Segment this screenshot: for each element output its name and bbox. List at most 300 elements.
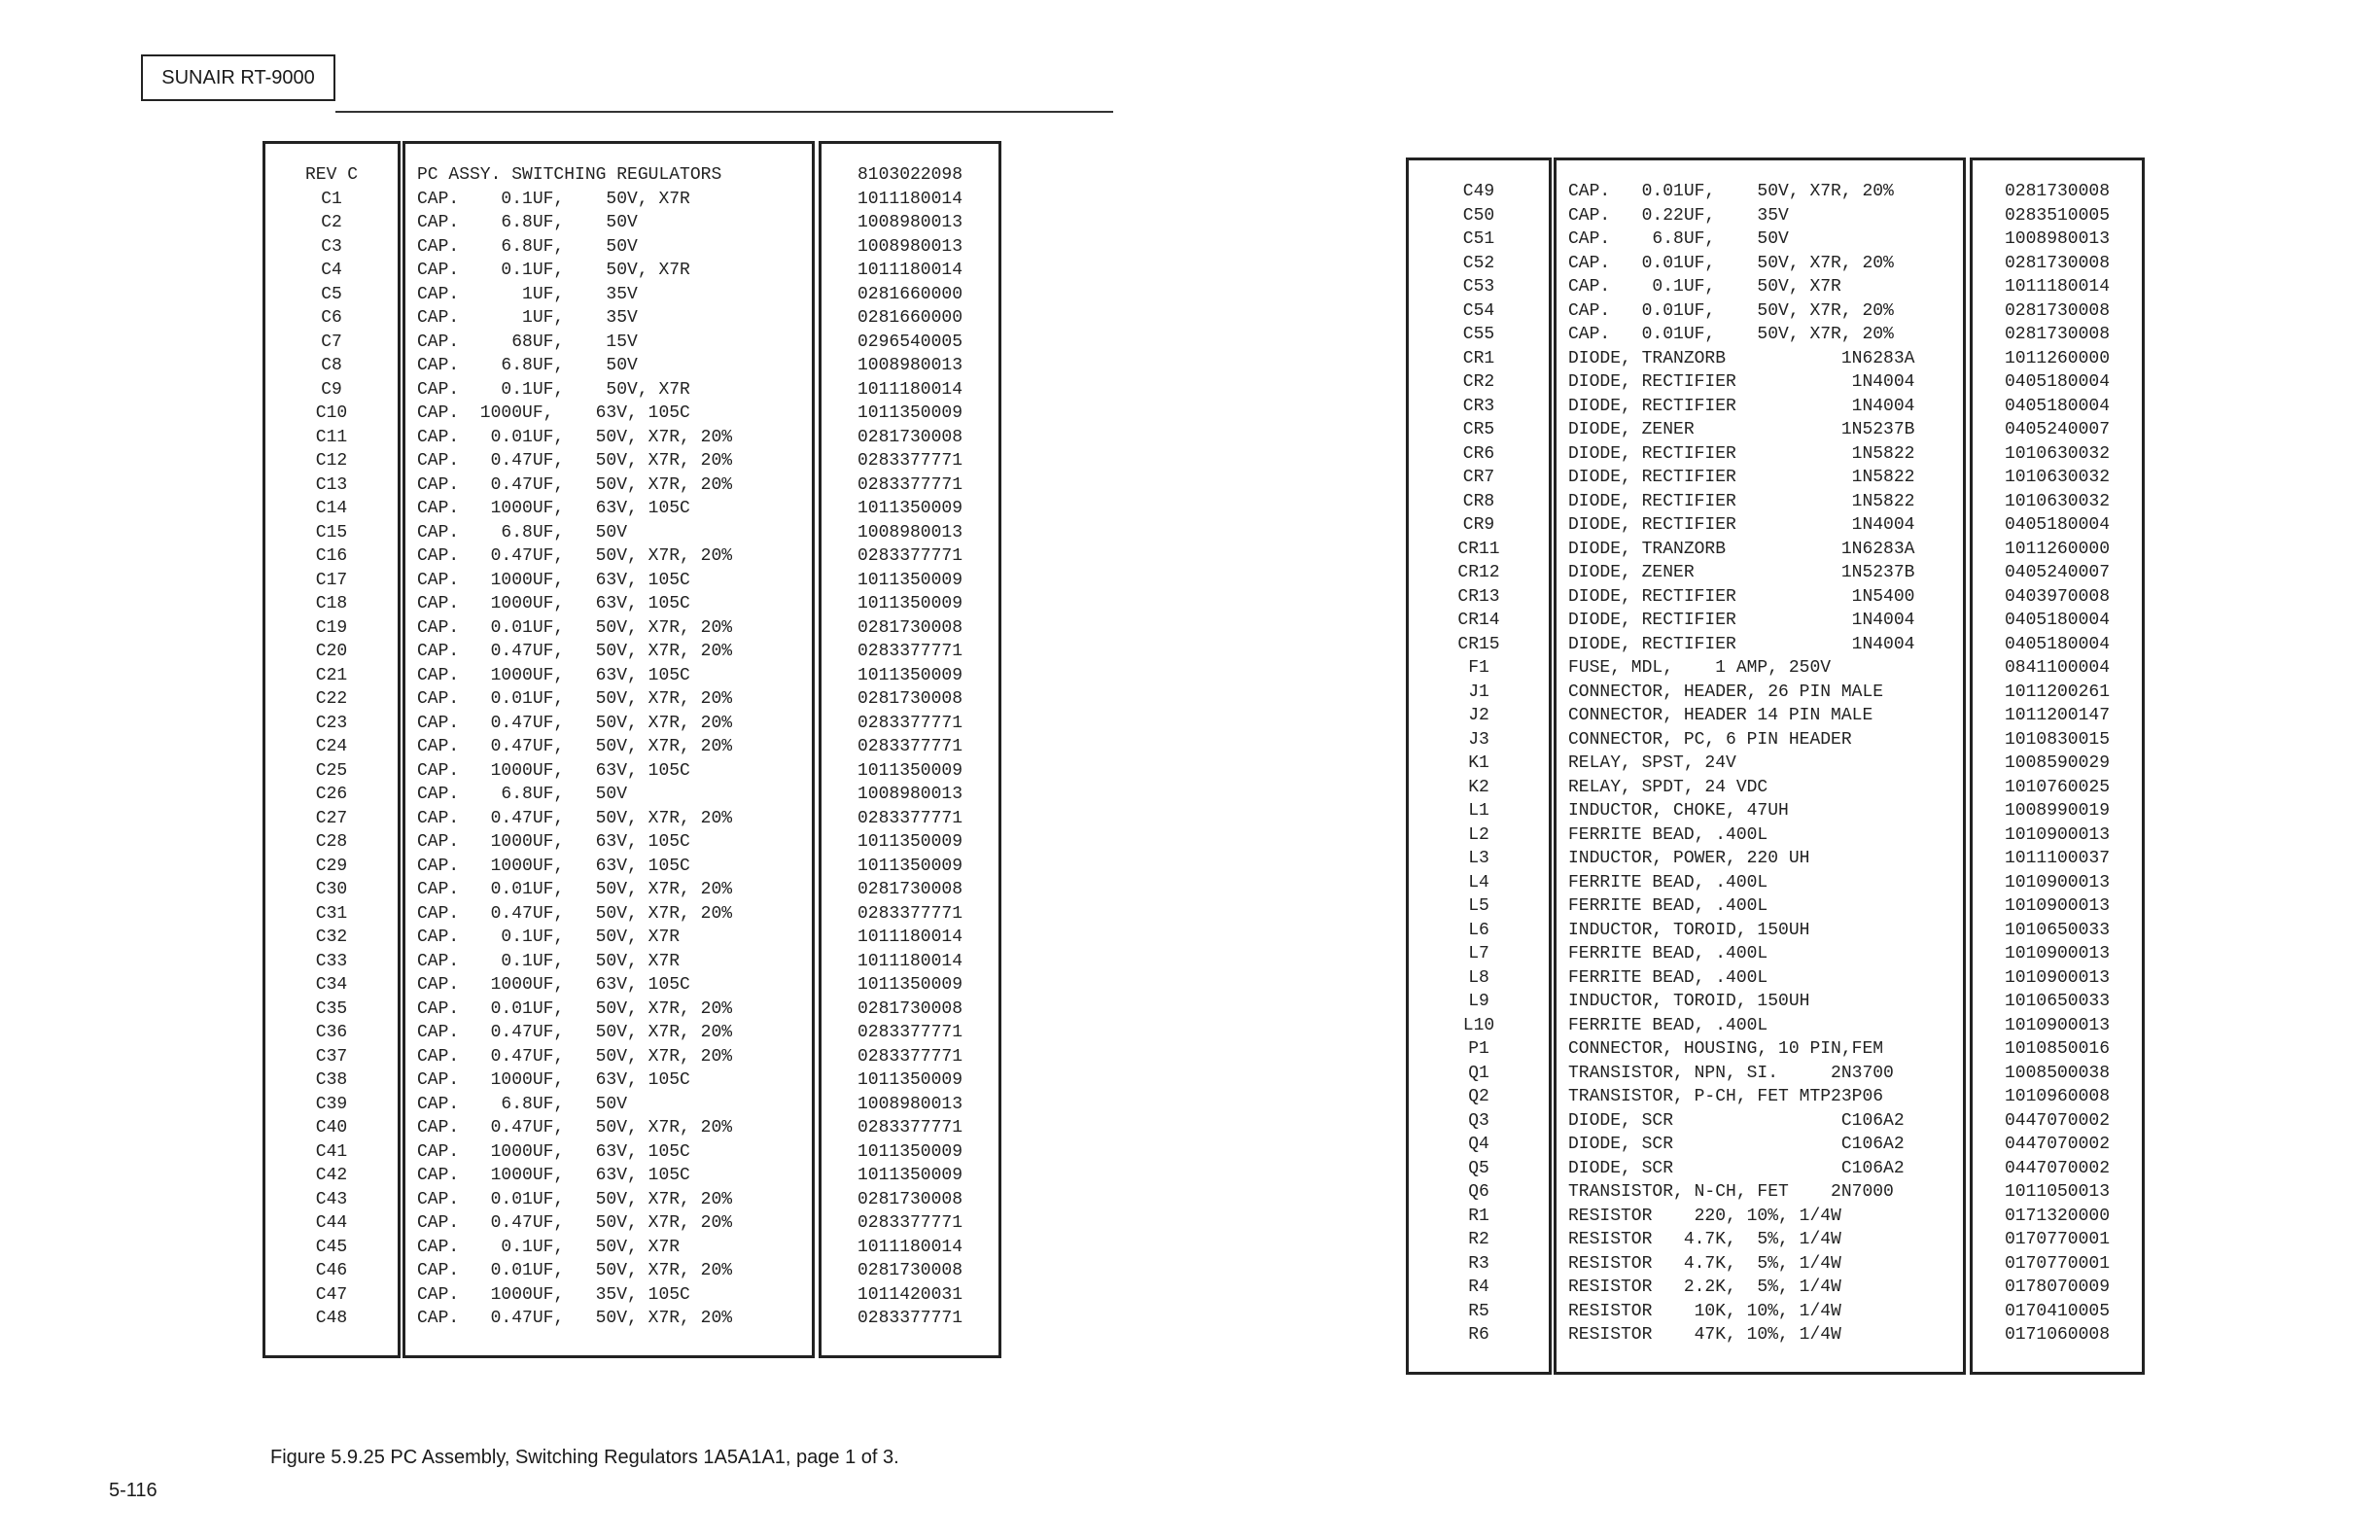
left-part-ref: C23 [315, 713, 348, 733]
left-part-pn: 0281730008 [857, 998, 963, 1019]
left-part-desc: CAP. 0.47UF, 50V, X7R, 20% [417, 808, 733, 828]
right-part-pn: 1010650033 [2004, 920, 2111, 940]
left-part-ref: C31 [315, 903, 348, 924]
left-part-pn: 0283377771 [857, 1023, 963, 1042]
right-part-desc: INDUCTOR, TOROID, 150UH [1568, 992, 1810, 1011]
right-parts-table [1406, 158, 2145, 1375]
left-part-desc: CAP. 0.1UF, 50V, X7R [417, 379, 690, 400]
left-part-ref: C22 [315, 689, 348, 709]
right-part-ref: K2 [1468, 777, 1489, 797]
left-part-ref: C42 [315, 1166, 348, 1185]
right-part-ref: C55 [1462, 325, 1495, 344]
right-part-desc: TRANSISTOR, P-CH, FET MTP23P06 [1568, 1087, 1884, 1106]
right-part-pn: 1010960008 [2004, 1087, 2111, 1106]
left-part-pn: 0296540005 [857, 332, 963, 352]
right-part-pn: 1011050013 [2004, 1182, 2111, 1202]
right-part-desc: DIODE, RECTIFIER 1N5822 [1568, 468, 1915, 487]
left-part-pn: 0283377771 [857, 903, 963, 924]
right-part-desc: RELAY, SPDT, 24 VDC [1568, 777, 1768, 797]
right-part-desc: RESISTOR 220, 10%, 1/4W [1568, 1206, 1841, 1226]
right-part-desc: RESISTOR 4.7K, 5%, 1/4W [1568, 1253, 1841, 1274]
left-part-pn: 0283377771 [857, 1046, 963, 1067]
header-title: SUNAIR RT-9000 [161, 66, 315, 88]
left-part-ref: C29 [315, 856, 348, 876]
left-desc-rows [405, 188, 812, 1331]
left-part-ref: C7 [321, 332, 342, 352]
left-part-ref: C20 [315, 642, 348, 661]
right-part-desc: DIODE, RECTIFIER 1N4004 [1568, 372, 1915, 392]
left-part-desc: CAP. 1000UF, 63V, 105C [417, 665, 690, 685]
right-part-desc: RESISTOR 10K, 10%, 1/4W [1568, 1301, 1841, 1321]
right-part-ref: Q2 [1468, 1087, 1489, 1106]
right-part-ref: CR14 [1457, 611, 1500, 630]
right-part-ref: CR3 [1462, 396, 1495, 416]
right-part-ref: L9 [1468, 992, 1489, 1011]
right-part-pn: 1010630032 [2004, 443, 2111, 464]
left-part-ref: C41 [315, 1141, 348, 1162]
right-part-desc: INDUCTOR, POWER, 220 UH [1568, 849, 1810, 868]
right-part-ref: Q4 [1468, 1135, 1489, 1154]
left-part-desc: CAP. 1000UF, 63V, 105C [417, 1141, 690, 1162]
left-part-pn: 1011350009 [857, 1070, 963, 1090]
left-part-pn: 1011350009 [857, 1166, 963, 1185]
right-part-pn: 1008990019 [2004, 801, 2111, 821]
left-part-ref: C26 [315, 785, 348, 804]
right-part-ref: Q3 [1468, 1110, 1489, 1131]
left-part-desc: CAP. 0.01UF, 50V, X7R, 20% [417, 427, 733, 447]
right-part-pn: 1011200147 [2004, 706, 2111, 725]
left-part-pn: 1011180014 [857, 379, 963, 400]
left-part-pn: 0281730008 [857, 617, 963, 638]
right-part-ref: Q1 [1468, 1063, 1489, 1083]
left-part-pn: 1008980013 [857, 522, 963, 542]
left-part-ref: C48 [315, 1309, 348, 1328]
assembly-title: PC ASSY. SWITCHING REGULATORS [417, 165, 722, 185]
right-part-ref: R6 [1468, 1325, 1489, 1345]
left-part-pn: 0283377771 [857, 1309, 963, 1328]
right-part-pn: 0281730008 [2004, 253, 2111, 273]
right-part-pn: 0170770001 [2004, 1230, 2111, 1249]
left-part-ref: C1 [321, 189, 342, 209]
right-part-pn: 1010900013 [2004, 896, 2111, 916]
left-parts-table [262, 141, 1001, 1358]
right-part-desc: CAP. 0.01UF, 50V, X7R, 20% [1568, 253, 1894, 273]
right-part-pn: 0447070002 [2004, 1158, 2111, 1178]
right-part-desc: DIODE, TRANZORB 1N6283A [1568, 348, 1915, 368]
left-part-desc: CAP. 0.1UF, 50V, X7R [417, 261, 690, 280]
left-part-desc: CAP. 1000UF, 63V, 105C [417, 594, 690, 613]
left-part-desc: CAP. 1000UF, 63V, 105C [417, 975, 690, 995]
right-part-pn: 0405180004 [2004, 515, 2111, 535]
right-part-ref: L10 [1462, 1015, 1495, 1035]
left-part-ref: C35 [315, 998, 348, 1019]
right-part-ref: CR5 [1462, 420, 1495, 439]
right-part-ref: C49 [1462, 182, 1495, 201]
right-part-pn: 1010760025 [2004, 777, 2111, 797]
left-part-ref: C4 [321, 261, 342, 280]
right-part-ref: L5 [1468, 896, 1489, 916]
left-part-pn: 1011350009 [857, 403, 963, 423]
left-part-ref: C15 [315, 522, 348, 542]
left-part-pn: 1011350009 [857, 856, 963, 876]
left-part-ref: C13 [315, 474, 348, 495]
left-part-ref: C34 [315, 975, 348, 995]
left-part-ref: C38 [315, 1070, 348, 1090]
right-part-desc: CONNECTOR, HOUSING, 10 PIN,FEM [1568, 1039, 1884, 1059]
left-part-ref: C46 [315, 1261, 348, 1280]
left-part-desc: CAP. 68UF, 15V [417, 332, 638, 352]
left-part-desc: CAP. 1000UF, 35V, 105C [417, 1284, 690, 1305]
right-part-ref: R3 [1468, 1253, 1489, 1274]
assembly-part-number: 8103022098 [857, 165, 963, 185]
header-rule [335, 111, 1113, 113]
right-part-ref: C53 [1462, 277, 1495, 297]
left-part-pn: 1011180014 [857, 189, 963, 209]
right-part-pn: 0171320000 [2004, 1206, 2111, 1226]
right-part-pn: 0447070002 [2004, 1135, 2111, 1154]
right-part-ref: CR2 [1462, 372, 1495, 392]
left-part-ref: C16 [315, 546, 348, 566]
right-part-desc: CAP. 0.22UF, 35V [1568, 205, 1789, 226]
left-part-desc: CAP. 1000UF, 63V, 105C [417, 760, 690, 781]
left-part-desc: CAP. 1000UF, 63V, 105C [417, 1070, 690, 1090]
right-part-pn: 1011260000 [2004, 348, 2111, 368]
left-pn-rows [822, 188, 998, 1331]
left-part-ref: C30 [315, 880, 348, 899]
left-part-ref: C3 [321, 236, 342, 257]
right-desc-column [1554, 158, 1966, 1375]
right-part-ref: L2 [1468, 824, 1489, 845]
left-part-pn: 1011420031 [857, 1284, 963, 1305]
right-part-desc: FERRITE BEAD, .400L [1568, 872, 1768, 892]
left-part-ref: C44 [315, 1213, 348, 1233]
right-part-desc: INDUCTOR, CHOKE, 47UH [1568, 801, 1789, 821]
right-part-pn: 0170410005 [2004, 1301, 2111, 1321]
left-part-pn: 1008980013 [857, 785, 963, 804]
right-ref-rows [1409, 180, 1549, 1348]
left-part-pn: 1011180014 [857, 261, 963, 280]
left-part-desc: CAP. 6.8UF, 50V [417, 522, 628, 542]
left-part-pn: 0283377771 [857, 1213, 963, 1233]
right-part-pn: 1010900013 [2004, 872, 2111, 892]
right-part-desc: FERRITE BEAD, .400L [1568, 1015, 1768, 1035]
right-part-ref: C52 [1462, 253, 1495, 273]
left-part-pn: 0281730008 [857, 880, 963, 899]
right-part-pn: 0405180004 [2004, 611, 2111, 630]
right-part-pn: 1011100037 [2004, 849, 2111, 868]
left-part-pn: 1011180014 [857, 1237, 963, 1257]
right-part-ref: R2 [1468, 1230, 1489, 1249]
left-part-desc: CAP. 0.47UF, 50V, X7R, 20% [417, 642, 733, 661]
left-part-desc: CAP. 0.01UF, 50V, X7R, 20% [417, 689, 733, 709]
right-part-desc: CAP. 6.8UF, 50V [1568, 229, 1789, 249]
left-part-ref: C8 [321, 356, 342, 375]
rev-label: REV C [304, 165, 358, 185]
left-part-desc: CAP. 6.8UF, 50V [417, 213, 638, 232]
left-part-ref: C6 [321, 308, 342, 328]
left-part-desc: CAP. 0.1UF, 50V, X7R [417, 1237, 681, 1257]
left-part-ref: C40 [315, 1118, 348, 1138]
right-part-ref: CR7 [1462, 468, 1495, 487]
right-part-ref: L3 [1468, 849, 1489, 868]
right-part-ref: CR12 [1457, 563, 1500, 582]
right-part-desc: FERRITE BEAD, .400L [1568, 944, 1768, 963]
left-part-pn: 0283377771 [857, 737, 963, 756]
right-pn-column [1970, 158, 2145, 1375]
left-part-desc: CAP. 0.1UF, 50V, X7R [417, 928, 681, 947]
right-part-desc: DIODE, SCR C106A2 [1568, 1135, 1905, 1154]
right-part-desc: RESISTOR 47K, 10%, 1/4W [1568, 1325, 1841, 1345]
right-part-ref: R1 [1468, 1206, 1489, 1226]
right-part-desc: DIODE, RECTIFIER 1N5400 [1568, 586, 1915, 607]
right-part-pn: 0281730008 [2004, 300, 2111, 321]
left-part-desc: CAP. 0.47UF, 50V, X7R, 20% [417, 451, 733, 471]
right-part-pn: 0178070009 [2004, 1278, 2111, 1297]
right-part-pn: 1010900013 [2004, 824, 2111, 845]
right-part-pn: 0447070002 [2004, 1110, 2111, 1131]
right-part-pn: 1011260000 [2004, 539, 2111, 559]
right-part-desc: DIODE, TRANZORB 1N6283A [1568, 539, 1915, 559]
left-part-pn: 1008980013 [857, 1094, 963, 1114]
right-part-ref: CR15 [1457, 634, 1500, 654]
left-ref-column [262, 141, 401, 1358]
right-part-ref: R5 [1468, 1301, 1489, 1321]
left-part-desc: CAP. 1000UF, 63V, 105C [417, 499, 690, 518]
left-part-desc: CAP. 0.47UF, 50V, X7R, 20% [417, 1309, 733, 1328]
right-part-ref: CR6 [1462, 443, 1495, 464]
left-part-desc: CAP. 1UF, 35V [417, 284, 638, 304]
right-part-ref: J1 [1468, 682, 1489, 702]
left-part-desc: CAP. 1000UF, 63V, 105C [417, 1166, 690, 1185]
right-part-desc: CAP. 0.1UF, 50V, X7R [1568, 277, 1841, 297]
right-part-ref: CR9 [1462, 515, 1495, 535]
left-part-ref: C9 [321, 379, 342, 400]
left-part-pn: 1011350009 [857, 499, 963, 518]
right-part-pn: 1010630032 [2004, 468, 2111, 487]
right-part-desc: DIODE, ZENER 1N5237B [1568, 420, 1915, 439]
right-part-pn: 1008590029 [2004, 753, 2111, 773]
right-part-desc: CONNECTOR, HEADER 14 PIN MALE [1568, 706, 1873, 725]
right-part-desc: DIODE, RECTIFIER 1N4004 [1568, 634, 1915, 654]
left-part-pn: 1008980013 [857, 213, 963, 232]
right-part-desc: CAP. 0.01UF, 50V, X7R, 20% [1568, 182, 1894, 201]
left-part-desc: CAP. 0.47UF, 50V, X7R, 20% [417, 1118, 733, 1138]
right-part-pn: 0405180004 [2004, 396, 2111, 416]
figure-caption: Figure 5.9.25 PC Assembly, Switching Regulators 1A5A1A1, page 1 of 3. [270, 1447, 899, 1468]
left-part-desc: CAP. 0.47UF, 50V, X7R, 20% [417, 474, 733, 495]
left-part-desc: CAP. 0.1UF, 50V, X7R [417, 189, 690, 209]
left-part-ref: C39 [315, 1094, 348, 1114]
left-part-ref: C24 [315, 737, 348, 756]
right-desc-rows [1557, 180, 1963, 1348]
left-part-pn: 0283377771 [857, 451, 963, 471]
left-part-pn: 1008980013 [857, 236, 963, 257]
left-part-ref: C47 [315, 1284, 348, 1305]
right-part-desc: INDUCTOR, TOROID, 150UH [1568, 920, 1810, 940]
right-part-desc: RESISTOR 4.7K, 5%, 1/4W [1568, 1230, 1841, 1249]
left-part-desc: CAP. 1000UF, 63V, 105C [417, 403, 690, 423]
left-part-desc: CAP. 0.47UF, 50V, X7R, 20% [417, 1046, 733, 1067]
right-part-desc: CONNECTOR, PC, 6 PIN HEADER [1568, 729, 1852, 750]
left-part-pn: 1011350009 [857, 760, 963, 781]
right-part-pn: 0841100004 [2004, 658, 2111, 678]
left-part-desc: CAP. 0.01UF, 50V, X7R, 20% [417, 998, 733, 1019]
left-part-pn: 0283377771 [857, 713, 963, 733]
right-ref-column [1406, 158, 1552, 1375]
left-part-desc: CAP. 0.47UF, 50V, X7R, 20% [417, 713, 733, 733]
right-part-pn: 1011200261 [2004, 682, 2111, 702]
right-part-ref: C54 [1462, 300, 1495, 321]
right-part-ref: CR1 [1462, 348, 1495, 368]
right-part-pn: 0170770001 [2004, 1253, 2111, 1274]
left-part-pn: 1011350009 [857, 1141, 963, 1162]
left-part-desc: CAP. 0.47UF, 50V, X7R, 20% [417, 546, 733, 566]
right-part-pn: 1010630032 [2004, 491, 2111, 511]
left-pn-column [819, 141, 1001, 1358]
right-part-ref: R4 [1468, 1278, 1489, 1297]
left-part-pn: 1011350009 [857, 594, 963, 613]
right-part-pn: 0281730008 [2004, 325, 2111, 344]
left-part-ref: C32 [315, 928, 348, 947]
right-part-pn: 1010900013 [2004, 1015, 2111, 1035]
left-desc-column [402, 141, 815, 1358]
left-part-desc: CAP. 6.8UF, 50V [417, 236, 638, 257]
left-part-pn: 0281660000 [857, 284, 963, 304]
left-part-ref: C14 [315, 499, 348, 518]
right-part-ref: J2 [1468, 706, 1489, 725]
right-part-desc: DIODE, RECTIFIER 1N4004 [1568, 396, 1915, 416]
right-part-desc: DIODE, RECTIFIER 1N4004 [1568, 515, 1915, 535]
right-part-pn: 1008980013 [2004, 229, 2111, 249]
right-part-ref: K1 [1468, 753, 1489, 773]
right-part-desc: DIODE, RECTIFIER 1N5822 [1568, 443, 1915, 464]
right-part-ref: Q6 [1468, 1182, 1489, 1202]
page-number: 5-116 [109, 1480, 158, 1501]
left-part-desc: CAP. 0.47UF, 50V, X7R, 20% [417, 1213, 733, 1233]
right-part-desc: DIODE, SCR C106A2 [1568, 1110, 1905, 1131]
right-part-desc: FERRITE BEAD, .400L [1568, 896, 1768, 916]
left-part-ref: C28 [315, 832, 348, 852]
left-part-pn: 1011350009 [857, 975, 963, 995]
right-part-ref: F1 [1468, 658, 1489, 678]
left-part-ref: C43 [315, 1189, 348, 1209]
right-part-pn: 1010900013 [2004, 967, 2111, 988]
left-part-pn: 0281730008 [857, 1189, 963, 1209]
right-part-ref: C50 [1462, 205, 1495, 226]
left-part-desc: CAP. 0.1UF, 50V, X7R [417, 951, 681, 971]
right-part-desc: FERRITE BEAD, .400L [1568, 967, 1768, 988]
left-part-desc: CAP. 1000UF, 63V, 105C [417, 856, 690, 876]
right-part-ref: CR8 [1462, 491, 1495, 511]
right-part-desc: CAP. 0.01UF, 50V, X7R, 20% [1568, 325, 1894, 344]
right-part-desc: RELAY, SPST, 24V [1568, 753, 1736, 773]
left-part-pn: 1008980013 [857, 356, 963, 375]
right-part-ref: L4 [1468, 872, 1489, 892]
right-part-pn: 0171060008 [2004, 1325, 2111, 1345]
right-pn-rows [1973, 180, 2142, 1348]
left-part-desc: CAP. 0.01UF, 50V, X7R, 20% [417, 1189, 733, 1209]
left-part-ref: C36 [315, 1023, 348, 1042]
right-part-pn: 0283510005 [2004, 205, 2111, 226]
right-part-desc: FUSE, MDL, 1 AMP, 250V [1568, 658, 1832, 678]
left-part-ref: C11 [315, 427, 348, 447]
right-part-ref: L7 [1468, 944, 1489, 963]
left-part-pn: 0283377771 [857, 546, 963, 566]
left-part-pn: 1011350009 [857, 665, 963, 685]
left-ref-rows [265, 188, 398, 1331]
left-part-ref: C25 [315, 760, 348, 781]
left-part-ref: C33 [315, 951, 348, 971]
right-part-pn: 1010900013 [2004, 944, 2111, 963]
right-part-pn: 1011180014 [2004, 277, 2111, 297]
left-part-ref: C12 [315, 451, 348, 471]
right-part-pn: 1010650033 [2004, 992, 2111, 1011]
left-part-ref: C27 [315, 808, 348, 828]
right-part-desc: FERRITE BEAD, .400L [1568, 824, 1768, 845]
left-part-ref: C17 [315, 570, 348, 590]
document-header [141, 54, 335, 101]
left-part-ref: C10 [315, 403, 348, 423]
right-part-ref: L6 [1468, 920, 1489, 940]
right-part-ref: L1 [1468, 801, 1489, 821]
right-part-desc: TRANSISTOR, N-CH, FET 2N7000 [1568, 1182, 1894, 1202]
left-part-desc: CAP. 0.47UF, 50V, X7R, 20% [417, 1023, 733, 1042]
left-part-pn: 1011180014 [857, 928, 963, 947]
right-part-ref: Q5 [1468, 1158, 1489, 1178]
left-part-desc: CAP. 1000UF, 63V, 105C [417, 570, 690, 590]
left-part-pn: 0283377771 [857, 474, 963, 495]
left-part-pn: 0281730008 [857, 689, 963, 709]
left-part-ref: C18 [315, 594, 348, 613]
left-part-ref: C37 [315, 1046, 348, 1067]
right-part-desc: CONNECTOR, HEADER, 26 PIN MALE [1568, 682, 1884, 702]
right-part-pn: 0403970008 [2004, 586, 2111, 607]
right-part-pn: 0405180004 [2004, 634, 2111, 654]
left-part-ref: C45 [315, 1237, 348, 1257]
left-part-pn: 0283377771 [857, 808, 963, 828]
right-part-pn: 0405240007 [2004, 420, 2111, 439]
left-part-desc: CAP. 0.01UF, 50V, X7R, 20% [417, 880, 733, 899]
left-part-desc: CAP. 0.47UF, 50V, X7R, 20% [417, 737, 733, 756]
right-part-ref: CR13 [1457, 586, 1500, 607]
left-part-desc: CAP. 6.8UF, 50V [417, 356, 638, 375]
right-part-desc: DIODE, ZENER 1N5237B [1568, 563, 1915, 582]
left-part-ref: C21 [315, 665, 348, 685]
left-part-desc: CAP. 6.8UF, 50V [417, 785, 628, 804]
right-part-pn: 1010850016 [2004, 1039, 2111, 1059]
right-part-pn: 1010830015 [2004, 729, 2111, 750]
right-part-desc: DIODE, SCR C106A2 [1568, 1158, 1905, 1178]
right-part-ref: L8 [1468, 967, 1489, 988]
right-part-desc: DIODE, RECTIFIER 1N5822 [1568, 491, 1915, 511]
left-part-ref: C5 [321, 284, 342, 304]
right-part-ref: C51 [1462, 229, 1495, 249]
left-part-pn: 0281730008 [857, 1261, 963, 1280]
left-part-pn: 1011350009 [857, 832, 963, 852]
right-part-ref: P1 [1468, 1039, 1489, 1059]
left-part-desc: CAP. 1UF, 35V [417, 308, 638, 328]
left-part-ref: C19 [315, 617, 348, 638]
right-part-pn: 0405240007 [2004, 563, 2111, 582]
right-part-desc: RESISTOR 2.2K, 5%, 1/4W [1568, 1278, 1841, 1297]
left-part-pn: 0283377771 [857, 1118, 963, 1138]
right-part-desc: DIODE, RECTIFIER 1N4004 [1568, 611, 1915, 630]
right-part-ref: CR11 [1457, 539, 1500, 559]
right-part-ref: J3 [1468, 729, 1489, 750]
left-part-pn: 1011180014 [857, 951, 963, 971]
left-part-pn: 0283377771 [857, 642, 963, 661]
left-part-desc: CAP. 1000UF, 63V, 105C [417, 832, 690, 852]
